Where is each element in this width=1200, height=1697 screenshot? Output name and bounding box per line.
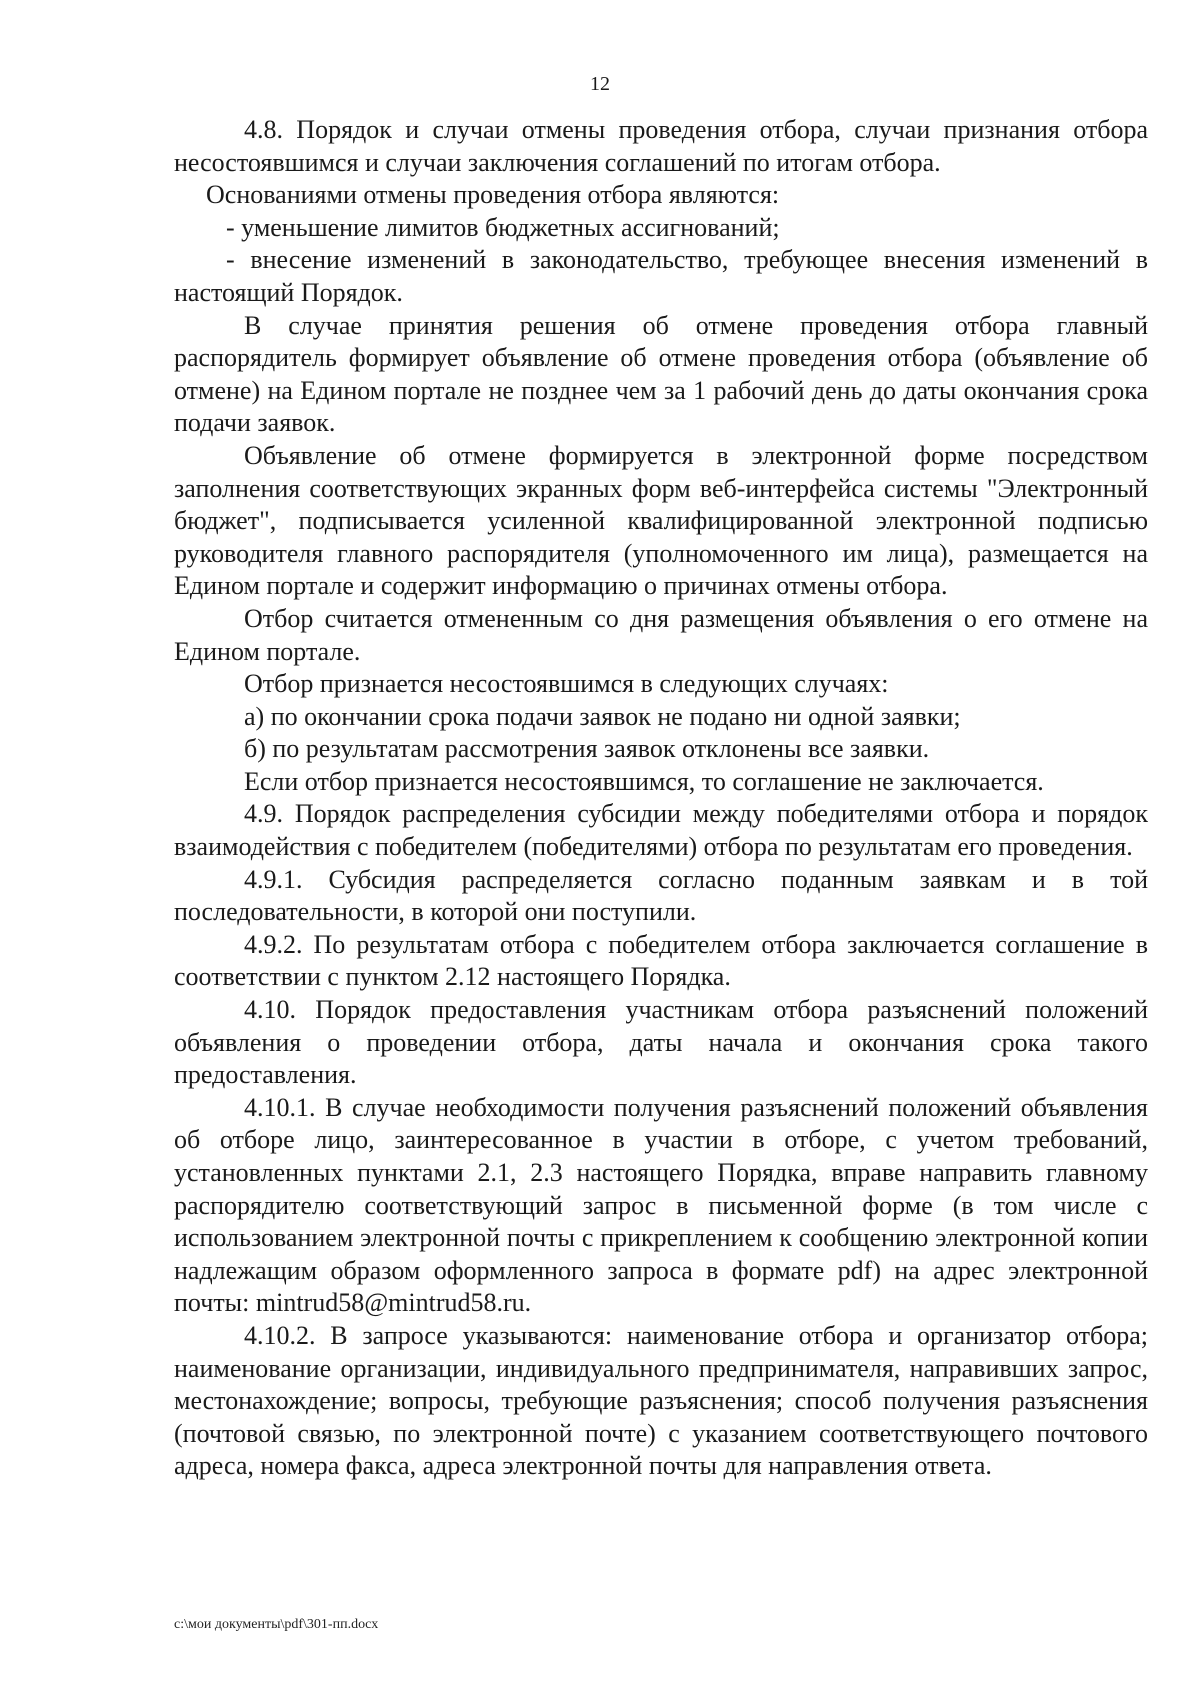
list-item-case-b: б) по результатам рассмотрения заявок отклонены все заявки. <box>244 734 930 764</box>
paragraph-4-10-heading: 4.10. Порядок предоставления участникам отбора разъяснений положений объявления о проведении отбора, даты начала и окончания срока такого предоставления. <box>174 995 1148 1090</box>
page-number: 12 <box>590 73 610 95</box>
list-item-legislation-changes: - внесение изменений в законодательство, требующее внесения изменений в настоящий Порядок. <box>174 245 1148 307</box>
document-body <box>174 114 1148 1483</box>
paragraph-4-10-2: 4.10.2. В запросе указываются: наименование отбора и организатор отбора; наименование организации, индивидуального предпринимателя, направивших запрос, местонахождение; вопросы, требующие разъяснения; способ получения разъяснения (почтовой связью, по электронной почте) с указанием соответствующего почтового адреса, номера факса, адреса электронной почты для направления ответа. <box>174 1320 1148 1481</box>
paragraph-4-9-heading: 4.9. Порядок распределения субсидии между победителями отбора и порядок взаимодействия с победителем (победителями) отбора по результатам его проведения. <box>174 799 1148 862</box>
paragraph-cancel-announcement: Объявление об отмене формируется в электронной форме посредством заполнения соответствующих экранных форм веб-интерфейса системы "Электронный бюджет", подписывается усиленной квалифицированной электронной подписью руководителя главного распорядителя (уполномоченного им лица), размещается на Едином портале и содержит информацию о причинах отмены отбора. <box>174 440 1148 601</box>
list-item-budget-limits: - уменьшение лимитов бюджетных ассигнований; <box>226 212 780 242</box>
paragraph-cancelled-date: Отбор считается отмененным со дня размещения объявления о его отмене на Едином портале. <box>174 603 1148 666</box>
list-item-case-a: а) по окончании срока подачи заявок не подано ни одной заявки; <box>244 701 961 731</box>
paragraph-4-9-2: 4.9.2. По результатам отбора с победителем отбора заключается соглашение в соответствии с пунктом 2.12 настоящего Порядка. <box>174 929 1148 992</box>
paragraph-4-8-heading: 4.8. Порядок и случаи отмены проведения отбора, случаи признания отбора несостоявшимся и случаи заключения соглашений по итогам отбора. <box>174 115 1148 177</box>
paragraph-cancel-grounds: Основаниями отмены проведения отбора являются: <box>206 180 780 210</box>
paragraph-cancel-decision: В случае принятия решения об отмене проведения отбора главный распорядитель формирует объявление об отмене проведения отбора (объявление об отмене) на Едином портале не позднее чем за 1 рабочий день до даты окончания срока подачи заявок. <box>174 310 1148 438</box>
paragraph-no-agreement: Если отбор признается несостоявшимся, то соглашение не заключается. <box>244 766 1044 796</box>
paragraph-4-10-1: 4.10.1. В случае необходимости получения разъяснений положений объявления об отборе лицо, заинтересованное в участии в отборе, с учетом требований, установленных пунктами 2.1, 2.3 настоящего Порядка, вправе направить главному распорядителю соответствующий запрос в письменной форме (в том числе с использованием электронной почты с прикреплением к сообщению электронной копии надлежащим образом оформленного запроса в формате pdf) на адрес электронной почты: mintrud58@mintrud58.ru. <box>174 1092 1148 1318</box>
paragraph-failed-cases: Отбор признается несостоявшимся в следующих случаях: <box>244 669 889 699</box>
footer-file-path: c:\мои документы\pdf\301-пп.docx <box>174 1617 379 1632</box>
paragraph-4-9-1: 4.9.1. Субсидия распределяется согласно поданным заявкам и в той последовательности, в которой они поступили. <box>174 864 1148 927</box>
